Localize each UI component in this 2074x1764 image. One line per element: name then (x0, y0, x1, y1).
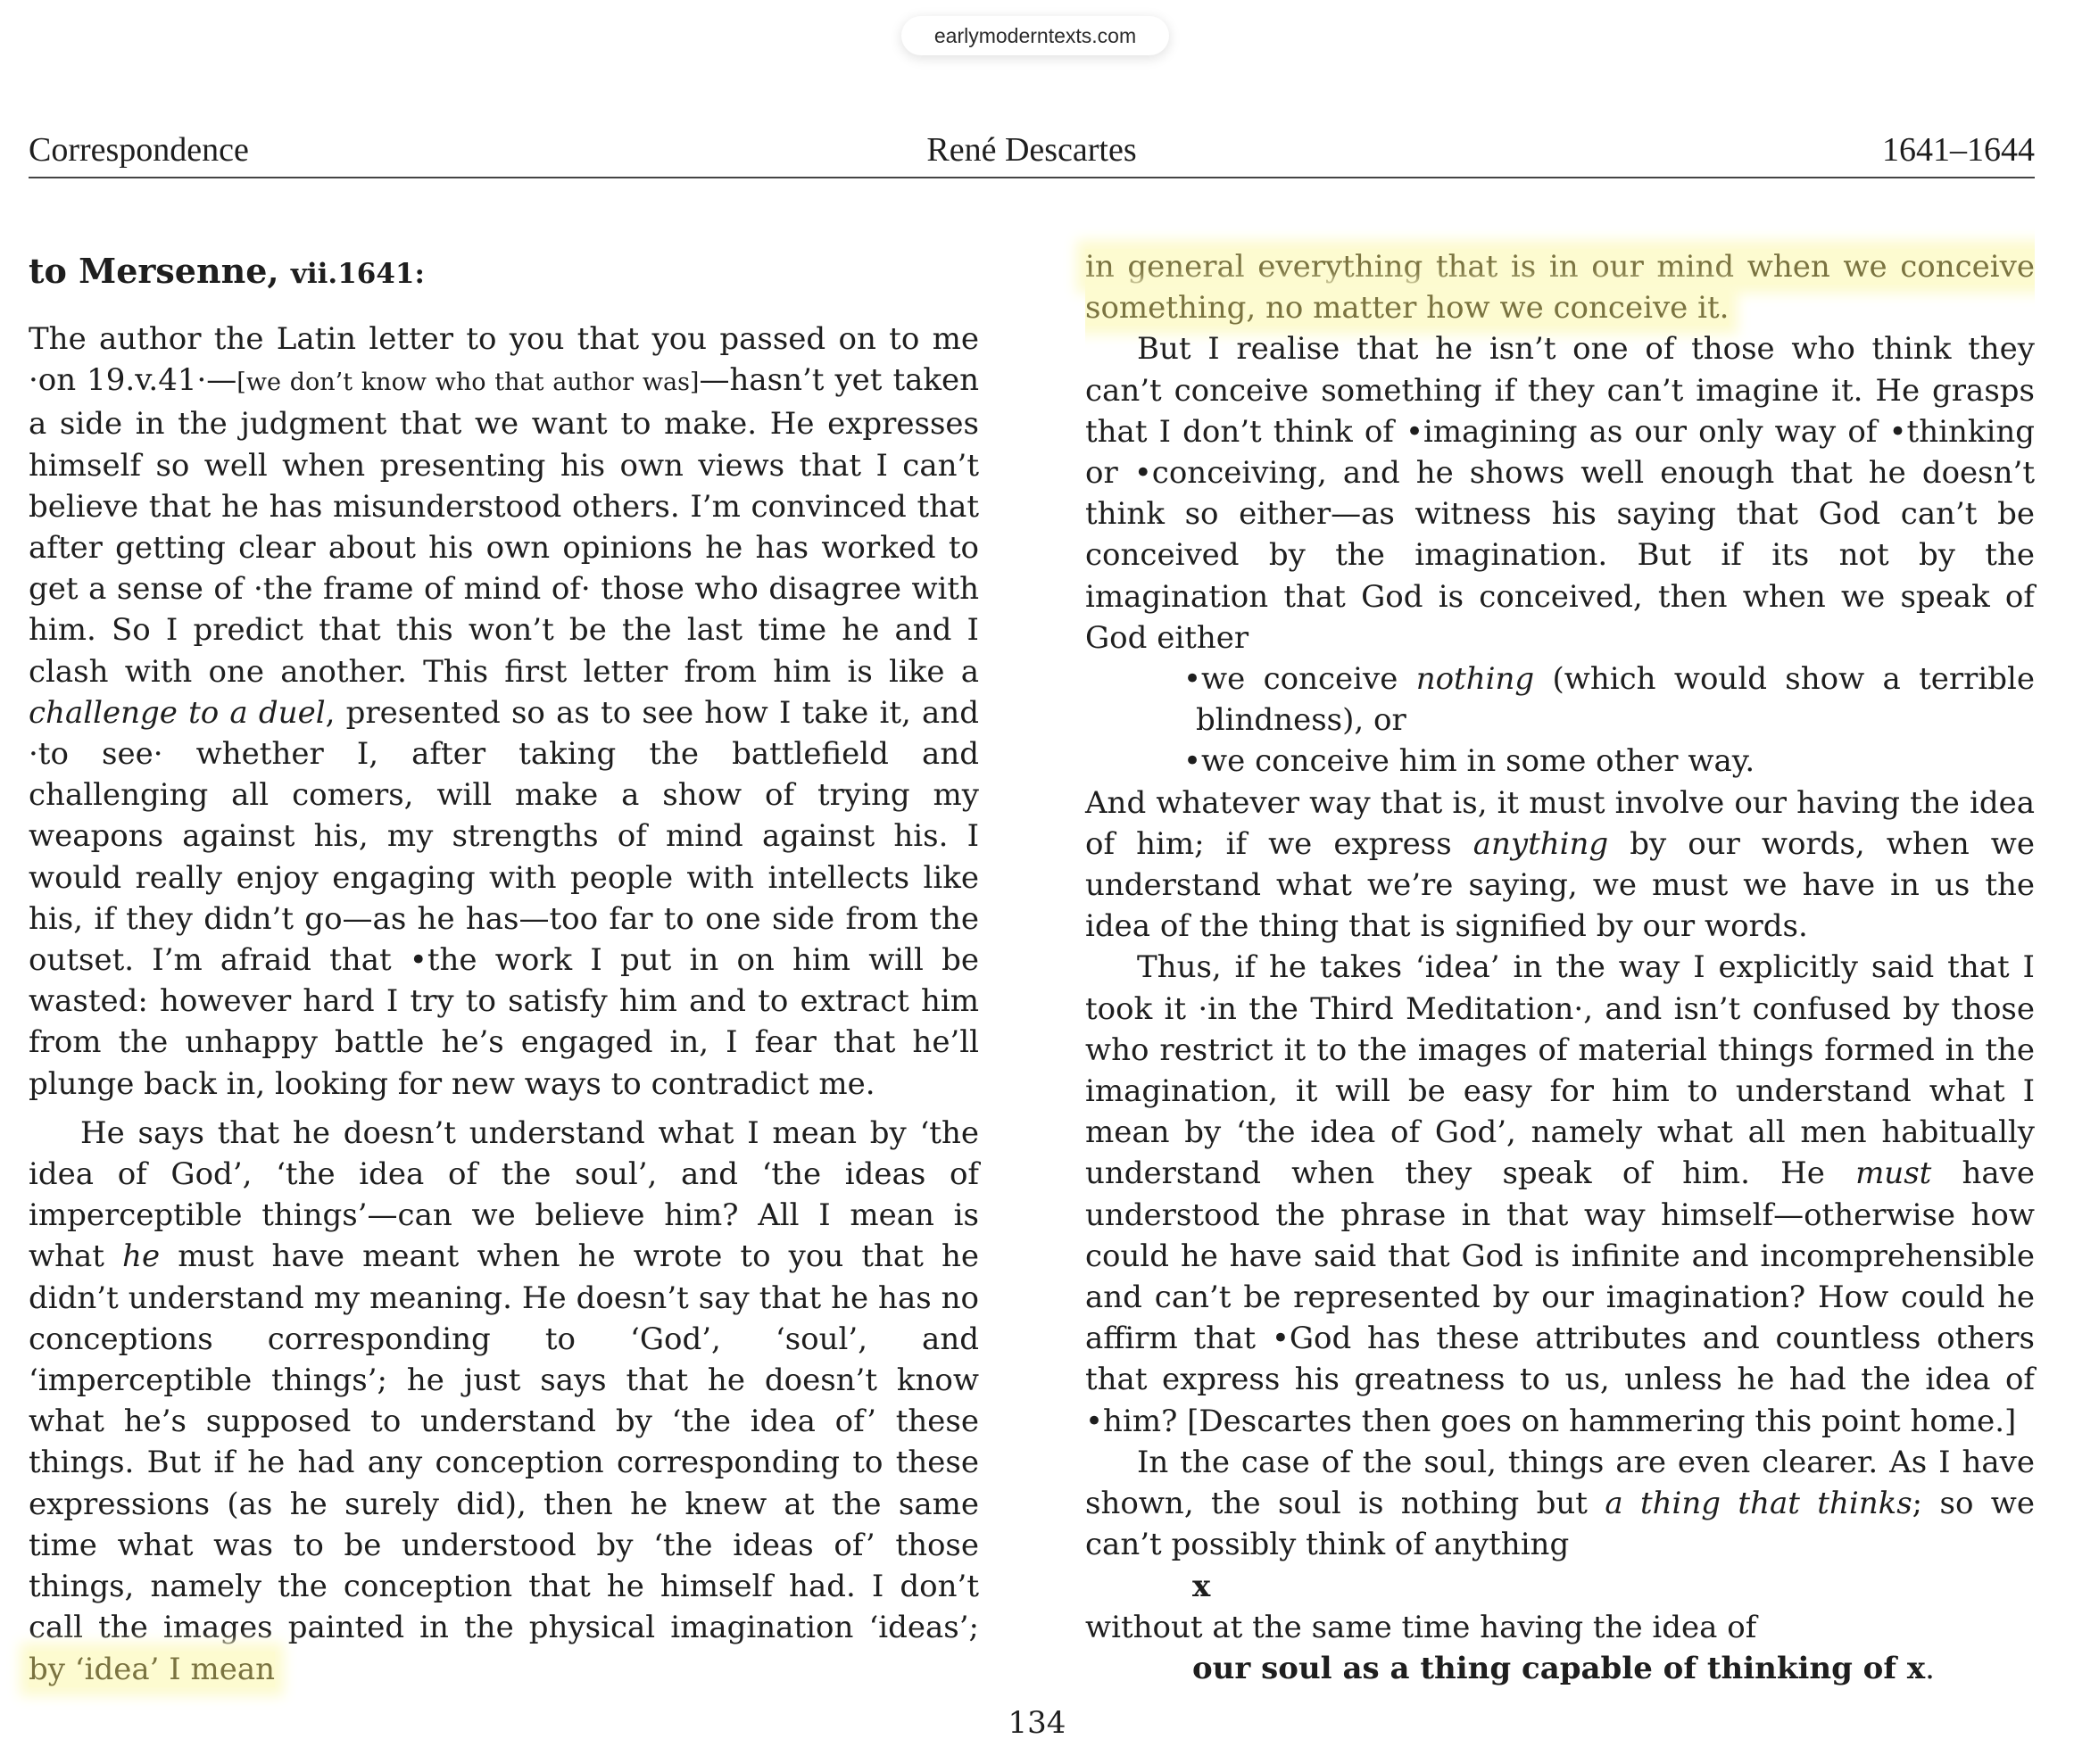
letter-date: vii.1641: (290, 258, 425, 290)
letter-heading (29, 246, 979, 299)
bullet-item (1183, 658, 2035, 741)
text: by our words, when we understand what we’re saying, we must we have in us the idea of the thing that is signified by our words. (1085, 825, 2036, 945)
text: •we conceive (1183, 661, 1416, 698)
paragraph-2 (29, 1113, 979, 1690)
text: (which would show a terrible blindness), or (1196, 661, 2036, 739)
left-column (29, 246, 979, 1690)
text: must have meant when he wrote to you that he didn’t understand my meaning. He doesn’t say that he has no conceptions corresponding to ‘God’, ‘soul’, and ‘imperceptible things’; he just says that he doesn’t know what he’s supposed to understand by ‘the idea of’ these things. But if he had any conception corresponding to these expressions (as he surely did), then he knew at the same time what was to be understood by ‘the ideas of’ those things, namely the conception that he himself had. I don’t call the images painted in the physical imagination ‘ideas’; (29, 1238, 979, 1646)
right-column (1085, 246, 2035, 1689)
display-x: x (1192, 1568, 1211, 1604)
paragraph-4 (1085, 783, 2035, 948)
bullet-item: •we conceive him in some other way. (1183, 743, 1755, 780)
paragraph-6 (1085, 1442, 2035, 1566)
text: And whatever way that is, it must involve our having the idea of him; if we express (1085, 784, 2035, 862)
text: have understood the phrase in that way himself—otherwise how could he have said that God is infinite and incomprehensible and can’t be represented by our imagination? How could he affirm that •God has these attributes and countless others that express his greatness to us, unless he had the idea of •him? [Descartes then goes on hammering this point home.] (1085, 1155, 2035, 1439)
letter-recipient: to Mersenne, (29, 251, 279, 291)
text: He says that he doesn’t understand what I mean by ‘the idea of God’, ‘the idea of the soul’, and ‘the ideas of imperceptible things’—can we believe him? All I mean is what (29, 1114, 979, 1275)
page-number: 134 (1008, 1705, 1066, 1741)
text: The author the Latin letter to you that you passed on to me ·on 19.v.41·— (29, 321, 979, 399)
highlighted-text[interactable]: in general everything that is in our mind when we conceive something, no matter how we conceive it. (1085, 249, 2035, 327)
text: ; so we can’t possibly think of anything (1085, 1486, 2036, 1563)
italic-text: must (1855, 1155, 1932, 1192)
text: —hasn’t yet taken a side in the judgment that we want to make. He expresses himself so well when presenting his own views that I can’t believe that he has misunderstood others. I’m convinced that after getting clear about his own opinions he has worked to get a sense of ·the frame of mind of· those who disagree with him. So I predict that this won’t be the last time he and I clash with one another. This first letter from him is like a (29, 362, 979, 690)
header-dates: 1641–1644 (1882, 131, 2035, 169)
editor-note: [we don’t know who that author was] (236, 369, 700, 397)
text: , presented so as to see how I take it, and ·to see· whether I, after taking the battlefield and challenging all comers, will make a show of trying my weapons against his, my strengths of mind against his. I would really enjoy engaging with people with intellects like his, if they didn’t go—as he has—too far to one side from the outset. I’m afraid that •the work I put in on him will be wasted: however hard I try to satisfy him and to extract him from the unhappy battle he’s engaged in, I fear that he’ll plunge back in, looking for new ways to contradict me. (29, 694, 979, 1102)
paragraph-continued (1085, 246, 2035, 328)
italic-text: anything (1473, 825, 1609, 862)
italic-text: he (122, 1238, 161, 1275)
text: Thus, if he takes ‘idea’ in the way I explicitly said that I took it ·in the Third Meditation·, and isn’t confused by those who restrict it to the images of material things formed in the imagination, it will be easy for him to understand what I mean by ‘the idea of God’, namely what all men habitually understand when they speak of him. He (1085, 949, 2035, 1192)
display-statement (1192, 1648, 2035, 1689)
header-author: René Descartes (926, 131, 1137, 169)
header-title: Correspondence (29, 131, 249, 169)
paragraph-3: But I realise that he isn’t one of those who think they can’t conceive something if they can’t imagine it. He grasps that I don’t think of •imagining as our only way of •thinking or •conceiving, and he shows well enough that he doesn’t think so either—as witness his saying that God can’t be conceived by the imagination. But if its not by the imagination that God is conceived, then when we speak of God either (1085, 331, 2035, 656)
running-header (29, 125, 2035, 178)
text: In the case of the soul, things are even clearer. As I have shown, the soul is nothing but (1085, 1444, 2035, 1522)
italic-text: challenge to a duel (29, 694, 326, 731)
url-bar[interactable]: earlymoderntexts.com (901, 16, 1169, 55)
paragraph-5 (1085, 947, 2035, 1441)
paragraph-1 (29, 319, 979, 1105)
text: . (1925, 1650, 1935, 1686)
highlighted-text[interactable]: by ‘idea’ I mean (29, 1651, 276, 1687)
paragraph-7: without at the same time having the idea of (1085, 1609, 1757, 1645)
italic-text: nothing (1415, 661, 1535, 698)
bold-text: our soul as a thing capable of thinking of x (1192, 1650, 1926, 1686)
italic-text: a thing that thinks (1605, 1486, 1912, 1522)
